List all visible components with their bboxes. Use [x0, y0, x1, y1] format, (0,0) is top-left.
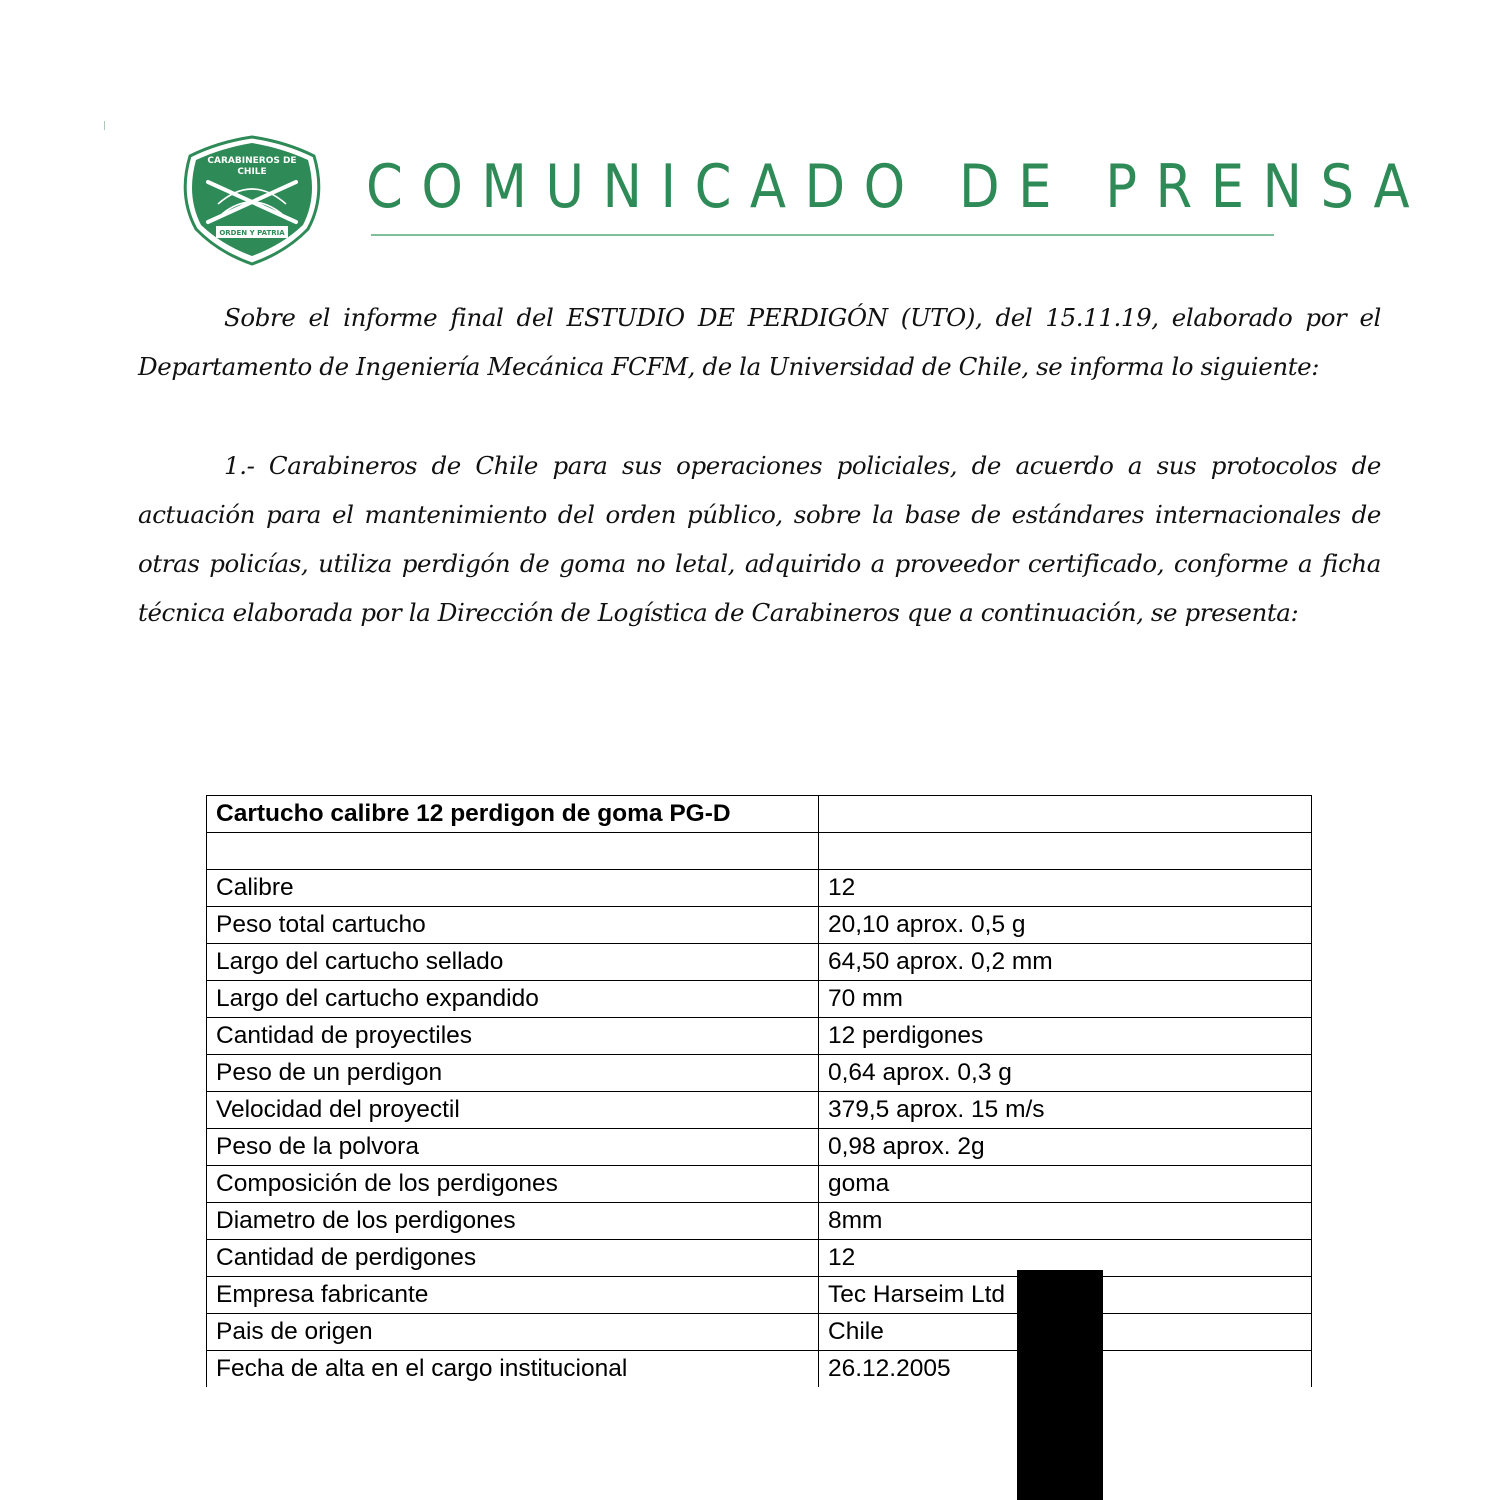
carabineros-shield-logo: [178, 134, 326, 266]
svg-text:CARABINEROS DE: CARABINEROS DE: [207, 156, 297, 166]
table-cell-empty: [207, 833, 819, 870]
table-row: [207, 1166, 1312, 1203]
row-label: Largo del cartucho expandido: [207, 981, 819, 1018]
row-label: Cantidad de perdigones: [207, 1240, 819, 1277]
table-row: [207, 1240, 1312, 1277]
row-label: Fecha de alta en el cargo institucional: [207, 1351, 819, 1388]
row-value: Chile: [819, 1314, 1312, 1351]
row-label: Peso de la polvora: [207, 1129, 819, 1166]
table-row: [207, 1203, 1312, 1240]
row-label: Largo del cartucho sellado: [207, 944, 819, 981]
row-label: Peso de un perdigon: [207, 1055, 819, 1092]
table-row: [207, 870, 1312, 907]
row-value: 12: [819, 1240, 1312, 1277]
row-label: Calibre: [207, 870, 819, 907]
table-row: [207, 1277, 1312, 1314]
row-value: 20,10 aprox. 0,5 g: [819, 907, 1312, 944]
row-value: 26.12.2005: [819, 1351, 1312, 1388]
table-row: [207, 1129, 1312, 1166]
row-value: goma: [819, 1166, 1312, 1203]
row-value: 12 perdigones: [819, 1018, 1312, 1055]
table-row: [207, 1314, 1312, 1351]
row-label: Composición de los perdigones: [207, 1166, 819, 1203]
page-title: COMUNICADO DE PRENSA: [366, 152, 1429, 222]
table-cell-empty: [819, 833, 1312, 870]
table-row: [207, 1055, 1312, 1092]
row-label: Diametro de los perdigones: [207, 1203, 819, 1240]
table-empty-row: [207, 833, 1312, 870]
table-row: [207, 944, 1312, 981]
table-title: Cartucho calibre 12 perdigon de goma PG-D: [207, 796, 819, 833]
row-label: Empresa fabricante: [207, 1277, 819, 1314]
row-label: Pais de origen: [207, 1314, 819, 1351]
table-row: [207, 1018, 1312, 1055]
table-cell-empty: [819, 796, 1312, 833]
row-label: Peso total cartucho: [207, 907, 819, 944]
row-value: Tec Harseim Ltd: [819, 1277, 1312, 1314]
redaction-block: [1017, 1270, 1103, 1500]
header-divider: [371, 234, 1274, 236]
table-row: [207, 981, 1312, 1018]
row-value: 0,98 aprox. 2g: [819, 1129, 1312, 1166]
table-row: [207, 1092, 1312, 1129]
table-title-row: [207, 796, 1312, 833]
row-value: 12: [819, 870, 1312, 907]
table-row: [207, 1351, 1312, 1388]
row-value: 379,5 aprox. 15 m/s: [819, 1092, 1312, 1129]
intro-paragraph: Sobre el informe final del ESTUDIO DE PERDIGÓN (UTO), del 15.11.19, elaborado por el Departamento de Ingeniería Mecánica FCFM, de la Universidad de Chile, se informa lo siguiente:: [138, 303, 1381, 381]
row-value: 8mm: [819, 1203, 1312, 1240]
row-label: Cantidad de proyectiles: [207, 1018, 819, 1055]
svg-text:ORDEN Y PATRIA: ORDEN Y PATRIA: [219, 229, 285, 237]
svg-text:CHILE: CHILE: [237, 167, 267, 177]
row-label: Velocidad del proyectil: [207, 1092, 819, 1129]
spec-table: [206, 795, 1312, 1387]
row-value: 70 mm: [819, 981, 1312, 1018]
table-row: [207, 907, 1312, 944]
margin-mark: [104, 121, 105, 130]
row-value: 64,50 aprox. 0,2 mm: [819, 944, 1312, 981]
row-value: 0,64 aprox. 0,3 g: [819, 1055, 1312, 1092]
section-1-paragraph: 1.- Carabineros de Chile para sus operaciones policiales, de acuerdo a sus protocolos de actuación para el mantenimiento del orden público, sobre la base de estándares internacionales de otras policías, utiliza perdigón de goma no letal, adquirido a proveedor certificado, conforme a ficha técnica elaborada por la Dirección de Logística de Carabineros que a continuación, se presenta:: [138, 451, 1381, 627]
